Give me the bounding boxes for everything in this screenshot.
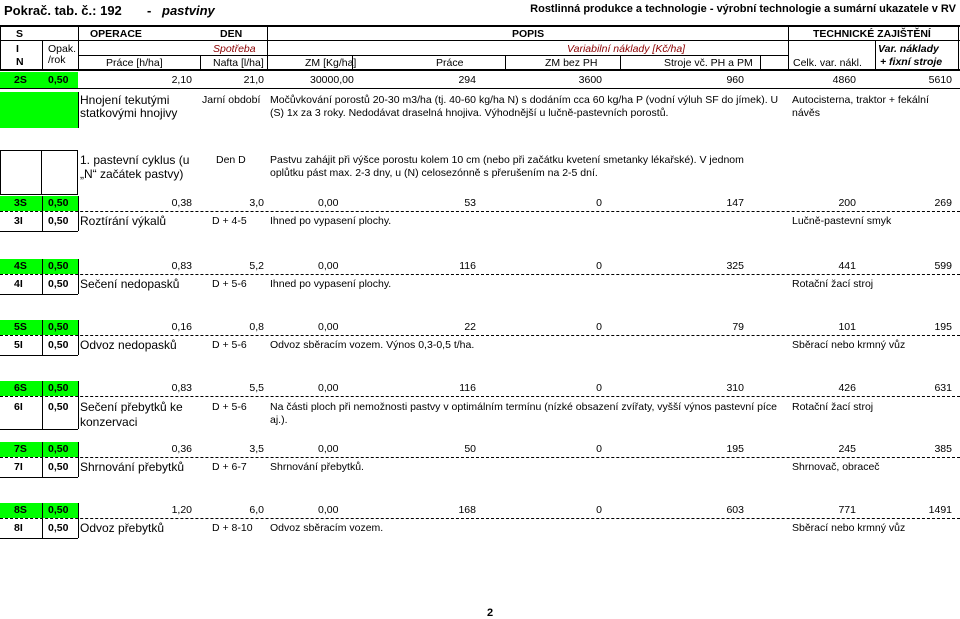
op-name: Roztírání výkalů [80,214,167,228]
head-s: S [16,28,24,40]
head-opak: Opak. [48,43,77,55]
op-opak: 0,50 [48,215,69,227]
op-id: 7I [14,461,23,473]
op-name: Sečení nedopasků [80,277,180,291]
row-zm-bez-ph: 0 [596,260,602,272]
head-stroje: Stroje vč. PH a PM [664,57,753,69]
head-nafta: Nafta [l/ha] [213,57,264,69]
head-celk: Celk. var. nákl. [793,57,862,69]
row-id: 7S [14,443,27,455]
row-nafta: 3,0 [249,197,264,209]
op-tech: Autocisterna, traktor + fekální návěs [792,94,929,119]
document-title: Rostlinná produkce a technologie - výrobní technologie a sumární ukazatele v RV [530,3,956,15]
row-celk: 4860 [832,74,856,86]
row-zm-bez-ph: 0 [596,197,602,209]
row-var: 269 [934,197,952,209]
op-name: Odvoz přebytků [80,521,165,535]
row-opak: 0,50 [48,74,69,86]
row-zm-bez-ph: 0 [596,443,602,455]
op-opak: 0,50 [48,522,69,534]
row-zm: 0,00 [318,321,339,333]
op-popis: Ihned po vypasení plochy. [270,278,392,290]
row-prace-h: 0,83 [171,382,192,394]
op-name: Odvoz nedopasků [80,338,177,352]
op-name: Hnojení tekutými statkovými hnojivy [80,93,178,120]
row-var: 195 [934,321,952,333]
op-popis: Na části ploch při nemožnosti pastvy v optimálním termínu (nízké obsazení zvířaty, vyšší výnos pastevní píce aj.). [270,401,777,426]
op-popis: Močůvkování porostů 20-30 m3/ha (tj. 40-60 kg/ha N) s dodáním cca 60 kg/ha P (vodní výluh SF do jímek). U (S) 1x za 3 roky. Nedodávat draselná hnojiva. Výhodnější u lučně-pastevních porostů. [270,94,779,119]
op-id: 3I [14,215,23,227]
row-prace: 50 [464,443,476,455]
op-tech: Rotační žací stroj [792,278,874,290]
head-rok: /rok [48,54,66,66]
row-nafta: 5,2 [249,260,264,272]
row-opak: 0,50 [48,321,69,333]
op-popis: Odvoz sběracím vozem. Výnos 0,3-0,5 t/ha. [270,339,475,351]
row-var: 385 [934,443,952,455]
op-name: Shrnování přebytků [80,460,185,474]
row-celk: 245 [838,443,856,455]
row-id: 3S [14,197,27,209]
op-opak: 0,50 [48,278,69,290]
row-zm: 0,00 [318,504,339,516]
row-id: 8S [14,504,27,516]
row-stroje: 603 [726,504,744,516]
row-zm-bez-ph: 3600 [578,74,602,86]
row-prace-h: 0,16 [171,321,192,333]
head-zm-bez-ph: ZM bez PH [545,57,598,69]
head-spotreba: Spotřeba [213,43,256,55]
op-den: D + 4-5 [212,215,247,227]
page-number: 2 [487,607,494,619]
row-zm-bez-ph: 0 [596,504,602,516]
head-prace: Práce [436,57,464,69]
table-ref: Pokrač. tab. č.: 192 [4,3,122,18]
head-tech: TECHNICKÉ ZAJIŠTĚNÍ [813,28,931,40]
op-popis: Ihned po vypasení plochy. [270,215,392,227]
row-zm: 0,00 [318,260,339,272]
op-id: 6I [14,401,23,413]
row-prace-h: 2,10 [171,74,192,86]
head-varnak: Variabilní náklady [Kč/ha] [567,43,686,55]
row-stroje: 195 [726,443,744,455]
row-nafta: 0,8 [249,321,264,333]
row-stroje: 960 [726,74,744,86]
op-opak: 0,50 [48,461,69,473]
header-bottom-rule [0,69,960,71]
row-opak: 0,50 [48,197,69,209]
row-stroje: 325 [726,260,744,272]
row-nafta: 3,5 [249,443,264,455]
row-stroje: 147 [726,197,744,209]
row-id: 6S [14,382,27,394]
op-opak: 0,50 [48,339,69,351]
row-stroje: 310 [726,382,744,394]
op-den: D + 5-6 [212,278,247,290]
op-tech: Shrnovač, obraceč [792,461,880,473]
cycle-name: 1. pastevní cyklus (u „N“ začátek pastvy) [80,153,190,181]
row-zm: 30000,00 [310,74,354,86]
row-prace-h: 0,36 [171,443,192,455]
op-den: D + 8-10 [212,522,253,534]
op-den: Jarní období [202,94,261,106]
row-var: 599 [934,260,952,272]
op-popis: Shrnování přebytků. [270,461,364,473]
op-den: D + 6-7 [212,461,247,473]
row-prace-h: 0,83 [171,260,192,272]
op-den: D + 5-6 [212,401,247,413]
row-nafta: 5,5 [249,382,264,394]
row-celk: 101 [838,321,856,333]
row-prace: 53 [464,197,476,209]
op-id: 5I [14,339,23,351]
row-var: 631 [934,382,952,394]
op-popis: Odvoz sběracím vozem. [270,522,384,534]
cycle-den: Den D [216,154,246,166]
header-top-rule [0,25,960,27]
op-id: 8I [14,522,23,534]
row-zm-bez-ph: 0 [596,321,602,333]
row-celk: 441 [838,260,856,272]
title-dash: - [147,3,152,18]
row-prace-h: 1,20 [171,504,192,516]
head-varnak2: Var. náklady [878,43,939,55]
row-prace: 116 [459,260,476,272]
op-den: D + 5-6 [212,339,247,351]
row-prace-h: 0,38 [171,197,192,209]
row-id: 4S [14,260,27,272]
row-stroje: 79 [732,321,744,333]
cycle-popis: Pastvu zahájit při výšce porostu kolem 10 cm (nebo při začátku kvetení smetanky lékařské). V jednom oplůtku pást max. 2-3 dny, u (N) celosezónně s přerušením na 2-5 dní. [270,154,744,179]
op-name: Sečení přebytků ke konzervaci [80,400,183,429]
row-celk: 200 [838,197,856,209]
op-tech: Lučně-pastevní smyk [792,215,892,227]
row-zm: 0,00 [318,382,339,394]
head-zm: ZM [Kg/ha] [305,57,357,69]
row-opak: 0,50 [48,260,69,272]
row-prace: 294 [458,74,476,86]
row-celk: 771 [838,504,856,516]
row-nafta: 21,0 [243,74,264,86]
op-tech: Sběrací nebo krmný vůz [792,339,906,351]
row-prace: 168 [458,504,476,516]
row-opak: 0,50 [48,443,69,455]
row-opak: 0,50 [48,382,69,394]
head-prace-h: Práce [h/ha] [106,57,163,69]
row-zm: 0,00 [318,197,339,209]
head-popis: POPIS [512,28,545,40]
head-den: DEN [220,28,243,40]
row-nafta: 6,0 [249,504,264,516]
row-var: 5610 [928,74,952,86]
op-id: 4I [14,278,23,290]
op-opak: 0,50 [48,401,69,413]
head-operace: OPERACE [90,28,142,40]
op-tech: Rotační žací stroj [792,401,874,413]
row-id: 5S [14,321,27,333]
op-tech: Sběrací nebo krmný vůz [792,522,906,534]
head-fixni: + fixní stroje [880,56,943,68]
row-zm: 0,00 [318,443,339,455]
row-prace: 22 [464,321,476,333]
head-i: I [16,43,19,55]
row-prace: 116 [459,382,476,394]
row-celk: 426 [838,382,856,394]
crop-name: pastviny [162,3,215,18]
row-id: 2S [14,74,27,86]
head-n: N [16,56,24,68]
row-zm-bez-ph: 0 [596,382,602,394]
row-opak: 0,50 [48,504,69,516]
row-var: 1491 [928,504,952,516]
